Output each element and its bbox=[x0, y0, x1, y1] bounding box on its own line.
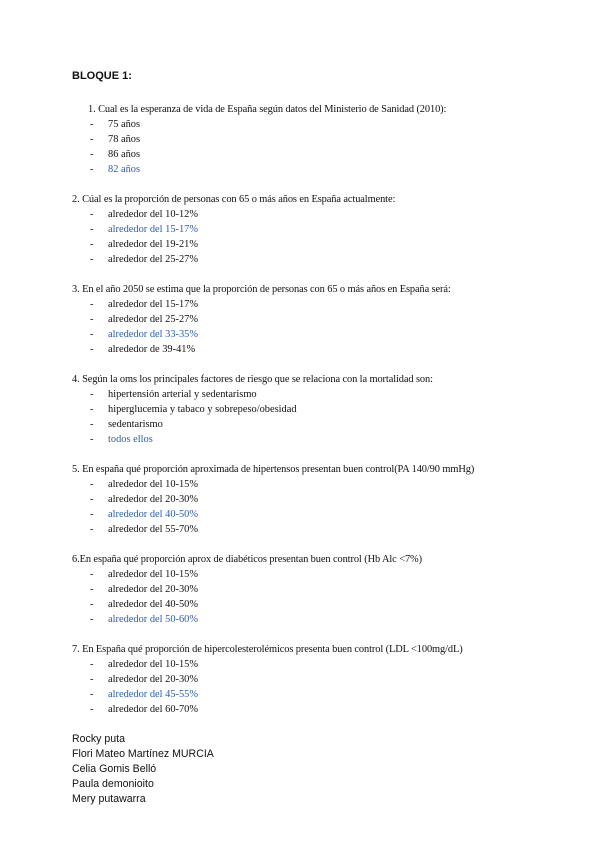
answer-text: alrededor del 20-30% bbox=[108, 584, 199, 595]
answer-text: alrededor del 10-12% bbox=[108, 209, 199, 220]
bullet-dash: - bbox=[90, 509, 94, 520]
bullet-dash: - bbox=[90, 494, 94, 505]
answer-options bbox=[72, 117, 552, 177]
answer-option-correct bbox=[72, 162, 552, 177]
bullet-dash: - bbox=[90, 689, 94, 700]
name-line: Mery putawarra bbox=[72, 793, 146, 805]
name-line: Flori Mateo Martínez MURCIA bbox=[72, 748, 214, 760]
answer-option-correct bbox=[72, 327, 552, 342]
answer-text: alrededor del 55-70% bbox=[108, 524, 199, 535]
question-4: 4. Según la oms los principales factores de riesgo que se relaciona con la mortalidad son: bbox=[72, 374, 433, 385]
question-5: 5. En españa qué proporción aproximada de hipertensos presentan buen control(PA 140/90 mmHg) bbox=[72, 464, 475, 475]
answer-option bbox=[72, 582, 552, 597]
answer-option-correct bbox=[72, 507, 552, 522]
answer-text: alrededor del 19-21% bbox=[108, 239, 199, 250]
bullet-dash: - bbox=[90, 524, 94, 535]
answer-option bbox=[72, 297, 552, 312]
question-1: 1. Cual es la esperanza de vida de España según datos del Ministerio de Sanidad (2010): bbox=[88, 104, 447, 115]
bullet-dash: - bbox=[90, 404, 94, 415]
answer-options bbox=[72, 387, 552, 447]
answer-text: alrededor del 33-35% bbox=[108, 329, 199, 340]
name-line: Paula demonioito bbox=[72, 778, 154, 790]
bullet-dash: - bbox=[90, 389, 94, 400]
bullet-dash: - bbox=[90, 659, 94, 670]
answer-text: 75 años bbox=[108, 119, 141, 130]
answer-option bbox=[72, 147, 552, 162]
answer-options bbox=[72, 297, 552, 357]
bullet-dash: - bbox=[90, 479, 94, 490]
answer-text: alrededor del 25-27% bbox=[108, 254, 199, 265]
bullet-dash: - bbox=[90, 584, 94, 595]
answer-option bbox=[72, 342, 552, 357]
bullet-dash: - bbox=[90, 704, 94, 715]
answer-text: alrededor del 20-30% bbox=[108, 674, 199, 685]
answer-option-correct bbox=[72, 432, 552, 447]
bullet-dash: - bbox=[90, 164, 94, 175]
answer-text: alrededor de 39-41% bbox=[108, 344, 196, 355]
answer-text: alrededor del 10-15% bbox=[108, 659, 199, 670]
answer-option bbox=[72, 597, 552, 612]
document-page bbox=[72, 70, 552, 807]
question-2: 2. Cúal es la proporción de personas con 65 o más años en España actualmente: bbox=[72, 194, 396, 205]
answer-option bbox=[72, 702, 552, 717]
bullet-dash: - bbox=[90, 329, 94, 340]
answer-text: 86 años bbox=[108, 149, 141, 160]
bullet-dash: - bbox=[90, 149, 94, 160]
answer-options bbox=[72, 207, 552, 267]
bullet-dash: - bbox=[90, 419, 94, 430]
answer-option bbox=[72, 312, 552, 327]
bullet-dash: - bbox=[90, 314, 94, 325]
bullet-dash: - bbox=[90, 209, 94, 220]
answer-text: alrededor del 60-70% bbox=[108, 704, 199, 715]
answer-text: 78 años bbox=[108, 134, 141, 145]
answer-option bbox=[72, 477, 552, 492]
question-3: 3. En el año 2050 se estima que la proporción de personas con 65 o más años en España será: bbox=[72, 284, 451, 295]
bullet-dash: - bbox=[90, 119, 94, 130]
answer-text: todos ellos bbox=[108, 434, 153, 445]
bullet-dash: - bbox=[90, 254, 94, 265]
bullet-dash: - bbox=[90, 434, 94, 445]
answer-text: alrededor del 15-17% bbox=[108, 224, 199, 235]
bullet-dash: - bbox=[90, 134, 94, 145]
question-list bbox=[72, 102, 552, 717]
answer-option bbox=[72, 132, 552, 147]
answer-option bbox=[72, 672, 552, 687]
answer-option bbox=[72, 567, 552, 582]
answer-options bbox=[72, 567, 552, 627]
answer-text: alrededor del 45-55% bbox=[108, 689, 199, 700]
answer-text: hipertensión arterial y sedentarismo bbox=[108, 389, 257, 400]
answer-option bbox=[72, 117, 552, 132]
bullet-dash: - bbox=[90, 569, 94, 580]
bullet-dash: - bbox=[90, 614, 94, 625]
bullet-dash: - bbox=[90, 239, 94, 250]
question-6: 6.En españa qué proporción aprox de diabéticos presentan buen control (Hb Alc <7%) bbox=[72, 554, 422, 565]
bullet-dash: - bbox=[90, 299, 94, 310]
bullet-dash: - bbox=[90, 344, 94, 355]
answer-option-correct bbox=[72, 687, 552, 702]
bullet-dash: - bbox=[90, 674, 94, 685]
answer-option bbox=[72, 522, 552, 537]
bullet-dash: - bbox=[90, 599, 94, 610]
answer-text: alrededor del 10-15% bbox=[108, 569, 199, 580]
answer-option-correct bbox=[72, 222, 552, 237]
answer-option bbox=[72, 387, 552, 402]
name-line: Celia Gomis Belló bbox=[72, 763, 157, 775]
answer-option bbox=[72, 207, 552, 222]
answer-text: alrededor del 25-27% bbox=[108, 314, 199, 325]
answer-option bbox=[72, 657, 552, 672]
question-7: 7. En España qué proporción de hipercolesterolémicos presenta buen control (LDL <100mg/dL) bbox=[72, 644, 463, 655]
answer-text: 82 años bbox=[108, 164, 141, 175]
answer-text: alrededor del 50-60% bbox=[108, 614, 199, 625]
name-line: Rocky puta bbox=[72, 733, 125, 745]
answer-text: sedentarismo bbox=[108, 419, 163, 430]
answer-option bbox=[72, 402, 552, 417]
answer-text: alrededor del 40-50% bbox=[108, 509, 199, 520]
answer-option bbox=[72, 237, 552, 252]
answer-options bbox=[72, 657, 552, 717]
answer-text: alrededor del 40-50% bbox=[108, 599, 199, 610]
answer-text: alrededor del 10-15% bbox=[108, 479, 199, 490]
author-names bbox=[72, 732, 552, 807]
answer-text: alrededor del 20-30% bbox=[108, 494, 199, 505]
answer-options bbox=[72, 477, 552, 537]
answer-option-correct bbox=[72, 612, 552, 627]
answer-option bbox=[72, 417, 552, 432]
answer-text: hiperglucemia y tabaco y sobrepeso/obesidad bbox=[108, 404, 297, 415]
answer-option bbox=[72, 252, 552, 267]
answer-option bbox=[72, 492, 552, 507]
answer-text: alrededor del 15-17% bbox=[108, 299, 199, 310]
bullet-dash: - bbox=[90, 224, 94, 235]
section-heading: BLOQUE 1: bbox=[72, 70, 132, 82]
